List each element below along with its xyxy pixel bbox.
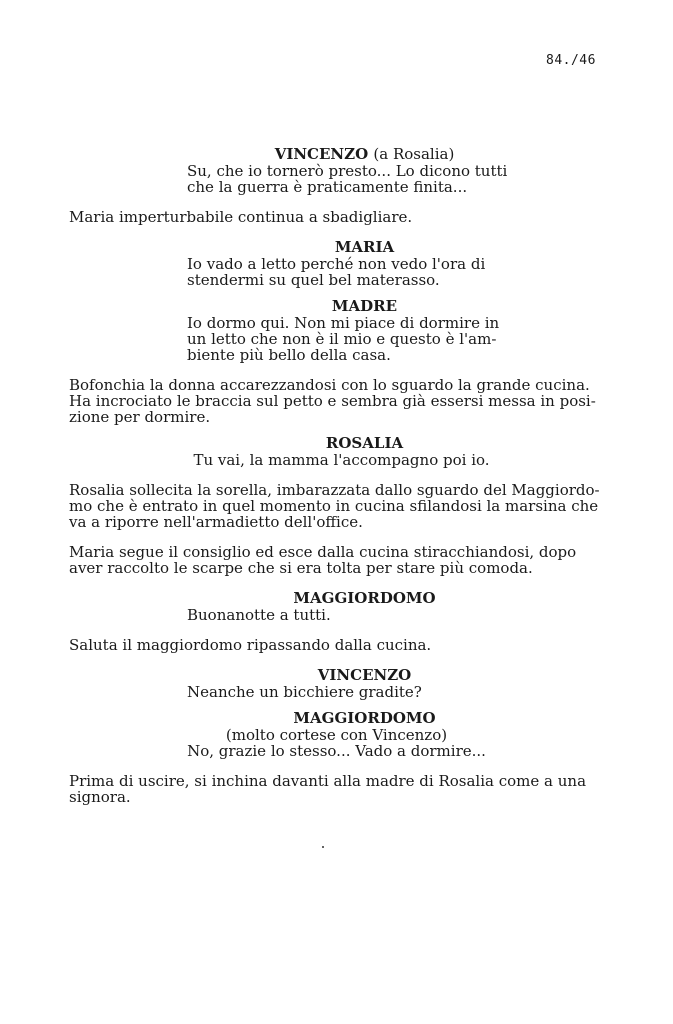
dialogue-line: Io dormo qui. Non mi piace di dormire in	[187, 314, 500, 332]
dialogue-line: No, grazie lo stesso... Vado a dormire...	[187, 742, 486, 760]
action-line: aver raccolto le scarpe che si era tolta per stare più comoda.	[69, 559, 533, 577]
dialogue-line: che la guerra è praticamente finita...	[187, 178, 468, 196]
speaker-rosalia: ROSALIA	[325, 434, 404, 452]
speaker-madre: MADRE	[331, 297, 398, 315]
parenthetical: (molto cortese con Vincenzo)	[225, 726, 448, 744]
speaker-vincenzo	[0, 146, 673, 163]
script-page	[0, 146, 673, 805]
stray-dot	[322, 846, 324, 848]
dialogue-line: Buonanotte a tutti.	[187, 606, 331, 624]
action-line: Rosalia sollecita la sorella, imbarazzata dallo sguardo del Maggiordo-	[69, 481, 600, 499]
dialogue-line: Tu vai, la mamma l'accompagno poi io.	[193, 451, 490, 469]
dialogue-line: stendermi su quel bel materasso.	[187, 271, 440, 289]
speaker-maggiordomo: MAGGIORDOMO	[293, 589, 436, 607]
action-line: Maria imperturbabile continua a sbadigliare.	[69, 208, 413, 226]
action-line: signora.	[69, 788, 131, 806]
page-number: 84./46	[546, 53, 596, 68]
action-line: Maria segue il consiglio ed esce dalla cucina stiracchiandosi, dopo	[69, 543, 577, 561]
speaker-maggiordomo: MAGGIORDOMO	[293, 709, 436, 727]
speaker-vincenzo: VINCENZO	[317, 666, 412, 684]
action-line: zione per dormire.	[69, 408, 211, 426]
action-line: mo che è entrato in quel momento in cucina sfilandosi la marsina che	[69, 497, 599, 515]
dialogue-line: Su, che io tornerò presto... Lo dicono tutti	[187, 162, 508, 180]
dialogue-line: un letto che non è il mio e questo è l'am-	[187, 330, 497, 348]
dialogue-line: Neanche un bicchiere gradite?	[187, 683, 422, 701]
action-line: Bofonchia la donna accarezzandosi con lo sguardo la grande cucina.	[69, 376, 590, 394]
speaker-name: VINCENZO	[274, 145, 369, 163]
dialogue-line: Io vado a letto perché non vedo l'ora di	[187, 255, 486, 273]
parenthetical: (a Rosalia)	[373, 145, 455, 163]
action-line: va a riporre nell'armadietto dell'office.	[69, 513, 363, 531]
action-line: Saluta il maggiordomo ripassando dalla cucina.	[69, 636, 432, 654]
speaker-maria: MARIA	[334, 238, 395, 256]
action-line: Prima di uscire, si inchina davanti alla madre di Rosalia come a una	[69, 772, 587, 790]
dialogue-line: biente più bello della casa.	[187, 346, 391, 364]
action-line: Ha incrociato le braccia sul petto e sembra già essersi messa in posi-	[69, 392, 596, 410]
